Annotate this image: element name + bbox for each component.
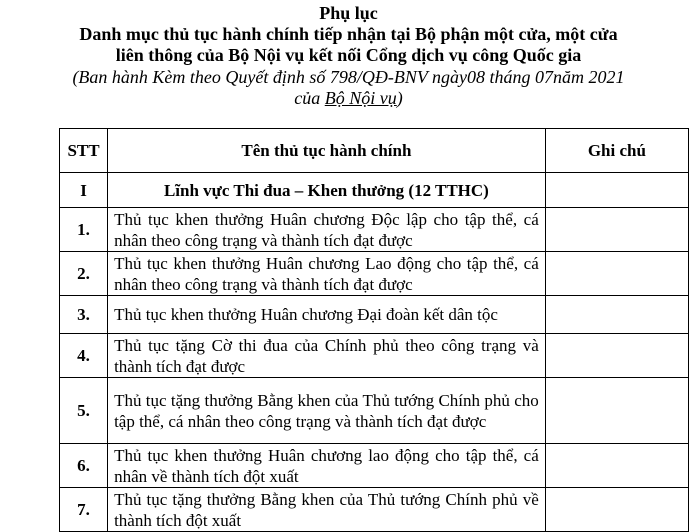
row-note — [545, 208, 688, 252]
row-note — [545, 444, 688, 488]
issuer-name: Bộ Nội vụ — [324, 88, 397, 108]
section-stt: I — [60, 173, 108, 208]
table-row — [60, 334, 689, 378]
procedures-table — [59, 128, 689, 532]
issuer-suffix: ) — [396, 88, 403, 108]
row-note — [545, 252, 688, 296]
row-name: Thủ tục tặng Cờ thi đua của Chính phủ theo công trạng và thành tích đạt được — [108, 334, 546, 378]
header-note: Ghi chú — [545, 129, 688, 173]
row-name: Thủ tục khen thưởng Huân chương lao động cho tập thể, cá nhân về thành tích đột xuất — [108, 444, 546, 488]
table-row — [60, 208, 689, 252]
row-name: Thủ tục khen thưởng Huân chương Đại đoàn kết dân tộc — [108, 296, 546, 334]
row-name: Thủ tục khen thưởng Huân chương Độc lập cho tập thể, cá nhân theo công trạng và thành tích đạt được — [108, 208, 546, 252]
row-stt: 6. — [60, 444, 108, 488]
row-name: Thủ tục tặng thưởng Bằng khen của Thủ tướng Chính phủ cho tập thể, cá nhân theo công trạng và thành tích đạt được — [108, 378, 546, 444]
table-row — [60, 252, 689, 296]
row-stt: 1. — [60, 208, 108, 252]
issuer-line — [0, 87, 697, 109]
section-note — [545, 173, 688, 208]
section-name: Lĩnh vực Thi đua – Khen thưởng (12 TTHC) — [108, 173, 546, 208]
row-note — [545, 296, 688, 334]
row-stt: 2. — [60, 252, 108, 296]
heading-line-1: Danh mục thủ tục hành chính tiếp nhận tại Bộ phận một cửa, một cửa — [79, 24, 618, 44]
decision-line: (Ban hành Kèm theo Quyết định số 798/QĐ-BNV ngày08 tháng 07năm 2021 — [72, 67, 625, 87]
row-name: Thủ tục tặng thưởng Bằng khen của Thủ tướng Chính phủ về thành tích đột xuất — [108, 488, 546, 532]
row-note — [545, 488, 688, 532]
row-stt: 5. — [60, 378, 108, 444]
table-row — [60, 296, 689, 334]
row-note — [545, 334, 688, 378]
row-stt: 3. — [60, 296, 108, 334]
appendix-title: Phụ lục — [319, 3, 378, 23]
row-stt: 4. — [60, 334, 108, 378]
header-name: Tên thủ tục hành chính — [108, 129, 546, 173]
row-name: Thủ tục khen thưởng Huân chương Lao động cho tập thể, cá nhân theo công trạng và thành tích đạt được — [108, 252, 546, 296]
heading-line-2: liên thông của Bộ Nội vụ kết nối Cổng dịch vụ công Quốc gia — [115, 45, 582, 65]
section-row — [60, 173, 689, 208]
row-note — [545, 378, 688, 444]
table-header-row — [60, 129, 689, 173]
table-row — [60, 488, 689, 532]
table-row — [60, 378, 689, 444]
table-row — [60, 444, 689, 488]
header-stt: STT — [60, 129, 108, 173]
row-stt: 7. — [60, 488, 108, 532]
issuer-prefix: của — [294, 88, 325, 108]
